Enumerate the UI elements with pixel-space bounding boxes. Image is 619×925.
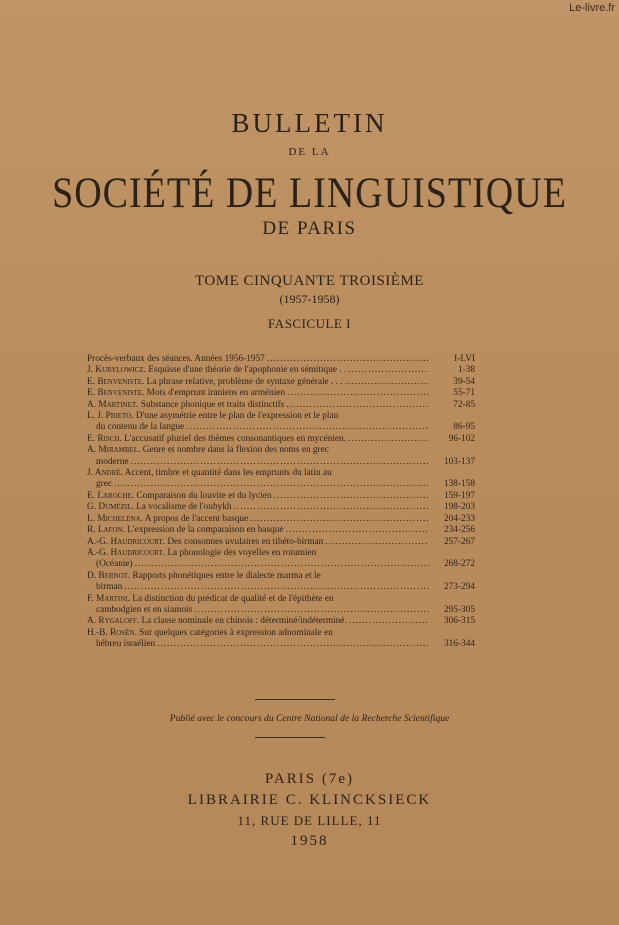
toc-page-range: I-LVI [454,354,475,364]
toc-page-range: 138-158 [444,479,475,490]
toc-page-range: 257-267 [444,536,475,547]
volume-label: TOME CINQUANTE TROISIÈME [195,273,424,289]
toc-leader-dots [114,479,429,490]
toc-title: grec [96,479,112,490]
toc-entry [87,376,475,388]
imprint-publisher: LIBRAIRIE C. KLINCKSIECK [187,792,432,808]
toc-title: Procès-verbaux des séances. Années 1956-1957 [87,354,265,364]
divider-bottom [255,737,325,738]
toc-line [87,559,431,570]
toc-line [87,422,431,433]
toc-entry [87,354,475,365]
title-de-la: DE LA [288,146,331,158]
toc-leader-dots [274,491,430,502]
imprint-address: 11, RUE DE LILLE, 11 [237,813,382,828]
toc-line [87,594,431,605]
imprint-city: PARIS (7e) [264,771,355,787]
toc-leader-dots [234,502,429,513]
toc-author: E. Risch. [87,433,122,444]
toc-line [87,502,431,513]
toc-entry [87,627,475,651]
toc-author: A. Martinet. [87,399,139,410]
imprint-year: 1958 [290,833,329,849]
toc-line [87,628,431,639]
toc-leader-dots [157,639,429,650]
toc-author: A.-G. Haudricourt. [87,547,166,558]
toc-page-range: 39-54 [453,376,475,387]
toc-author: R. Lafon. [87,525,125,536]
toc-entry [87,365,475,376]
toc-line [87,491,431,502]
toc-page-range: 96-102 [448,433,475,444]
toc-leader-dots [186,422,429,433]
toc-line [87,639,431,650]
toc-title: A. Martinet. Substance phonique et traits distinctifs [87,399,285,410]
toc-leader-dots [267,354,429,365]
watermark: Le-livre.fr [569,2,615,14]
fascicule-label: FASCICULE I [268,316,351,331]
toc-line [87,434,431,445]
toc-entry [87,536,475,548]
toc-author: A.-G. Haudricourt. [87,536,166,547]
title-de-paris: DE PARIS [262,218,357,239]
toc-page-range: 295-305 [444,604,475,615]
toc-author: A. Mirambel. [87,445,141,456]
toc-entry [87,547,475,571]
toc-page-range: 204-233 [444,513,475,524]
toc-title: L. J. Prieto. D'une asymétrie entre le plan de l'expression et le plan [87,411,339,422]
toc-leader-dots [135,559,429,570]
toc-leader-dots [345,377,429,388]
toc-line [87,388,431,399]
toc-line [87,605,431,616]
toc-leader-dots [286,400,429,411]
toc-page-range: 86-95 [453,422,475,433]
toc-title: A.-G. Haudricourt. La phonologie des voyelles en rotumien [87,547,317,558]
toc-entry [87,513,475,525]
toc-entry [87,570,475,594]
toc-leader-dots [349,616,429,627]
toc-title: moderne [96,456,129,467]
toc-line [87,514,431,525]
toc-line [87,411,431,422]
toc-line [87,616,431,627]
toc-line [87,445,431,456]
toc-author: F. Martini. [87,593,130,604]
toc-entry [87,616,475,627]
title-bulletin: BULLETIN [231,108,388,138]
toc-leader-dots [287,388,429,399]
toc-page-range: 159-197 [444,490,475,501]
toc-entry [87,445,475,468]
table-of-contents [87,354,475,651]
toc-leader-dots [250,514,429,525]
toc-author: J. André. [87,468,123,479]
toc-title: H.-B. Rosén. Sur quelques catégories à expression adnominale en [87,627,333,638]
toc-line [87,479,431,490]
toc-line [87,548,431,559]
toc-title: R. Lafon. L'expression de la comparaison en basque [87,525,284,536]
toc-entry [87,388,475,399]
toc-page-range: 1-38 [457,365,475,376]
divider-top [255,699,335,700]
toc-title: birman [96,582,123,593]
toc-title: cambodgien et en siamois [96,604,193,615]
toc-title: G. Dumézil. La vocalisme de l'oubykh [87,502,232,513]
toc-line [87,468,431,479]
toc-leader-dots [124,582,429,593]
toc-page-range: 316-344 [444,639,475,650]
toc-line [87,525,431,536]
toc-page-range: 306-315 [444,616,475,627]
toc-title: A. Mirambel. Genre et nombre dans la flexion des noms en grec [87,445,329,456]
toc-line [87,537,431,548]
toc-entry [87,525,475,536]
toc-title: F. Martini. La distinction du prédicat de qualité et de l'épithète en [87,593,334,604]
toc-title: E. Risch. L'accusatif pluriel des thèmes consonantiques en mycénien. [87,433,347,444]
toc-author: L. Michelena. [87,513,143,524]
toc-title: E. Benveniste. Mots d'emprunt iraniens en arménien [87,388,286,399]
toc-title: (Océanie) [96,559,133,570]
toc-line [87,400,431,411]
toc-entry [87,502,475,513]
toc-author: A. Rygaloff. [87,616,140,627]
toc-entry [87,490,475,502]
toc-author: E. Benveniste. [87,376,145,387]
toc-author: G. Dumézil. [87,502,134,513]
toc-line [87,365,431,376]
toc-entry [87,411,475,434]
toc-page-range: 234-256 [444,525,475,536]
toc-line [87,457,431,468]
toc-page-range: 273-294 [444,582,475,593]
toc-title: L. Michelena. A propos de l'accent basque [87,513,249,524]
toc-title: D. Bernot. Rapports phonétiques entre le dialecte marma et le [87,570,321,581]
toc-entry [87,468,475,491]
toc-title: A. Rygaloff. La classe nominale en chinois : déterminé/indéterminé. [87,616,347,627]
toc-title: A.-G. Haudricourt. Des consonnes uvulaires en tibéto-birman [87,536,324,547]
toc-line [87,354,431,365]
toc-line [87,582,431,593]
toc-page-range: 198-203 [444,502,475,513]
toc-leader-dots [131,457,429,468]
toc-author: E. Benveniste. [87,388,145,399]
toc-line [87,571,431,582]
toc-author: J. Kurylowicz. [87,365,146,376]
toc-title: E. Benveniste. La phrase relative, problème de syntaxe générale . . . [87,376,343,387]
publication-note: Publié avec le concours du Centre National de la Recherche Scientifique [169,713,450,724]
toc-line [87,377,431,388]
toc-leader-dots [348,434,429,445]
toc-author: E. Laroche. [87,490,135,501]
toc-page-range: 268-272 [444,559,475,570]
toc-title: hébreu israélien [96,639,156,650]
toc-title: J. Kurylowicz. Esquisse d'une théorie de l'apophonie en sémitique . . [87,365,347,376]
toc-page-range: 55-71 [453,388,475,399]
toc-author: D. Bernot. [87,570,131,581]
toc-title: E. Laroche. Comparaison du louvite et du lycien [87,490,272,501]
toc-leader-dots [325,537,429,548]
toc-leader-dots [286,525,429,536]
toc-page-range: 103-137 [444,456,475,467]
toc-title: J. André. Accent, timbre et quantité dans les emprunts du latin au [87,468,332,479]
toc-page-range: 72-85 [453,399,475,410]
toc-entry [87,399,475,411]
toc-author: L. J. Prieto. [87,411,134,422]
toc-title: du contenu de la langue [96,422,185,433]
volume-years: (1957-1958) [279,292,340,306]
toc-entry [87,593,475,617]
title-societe: SOCIÉTÉ DE LINGUISTIQUE [52,169,567,218]
toc-leader-dots [194,605,429,616]
toc-leader-dots [348,365,429,376]
toc-author: H.-B. Rosén. [87,627,137,638]
toc-entry [87,433,475,445]
